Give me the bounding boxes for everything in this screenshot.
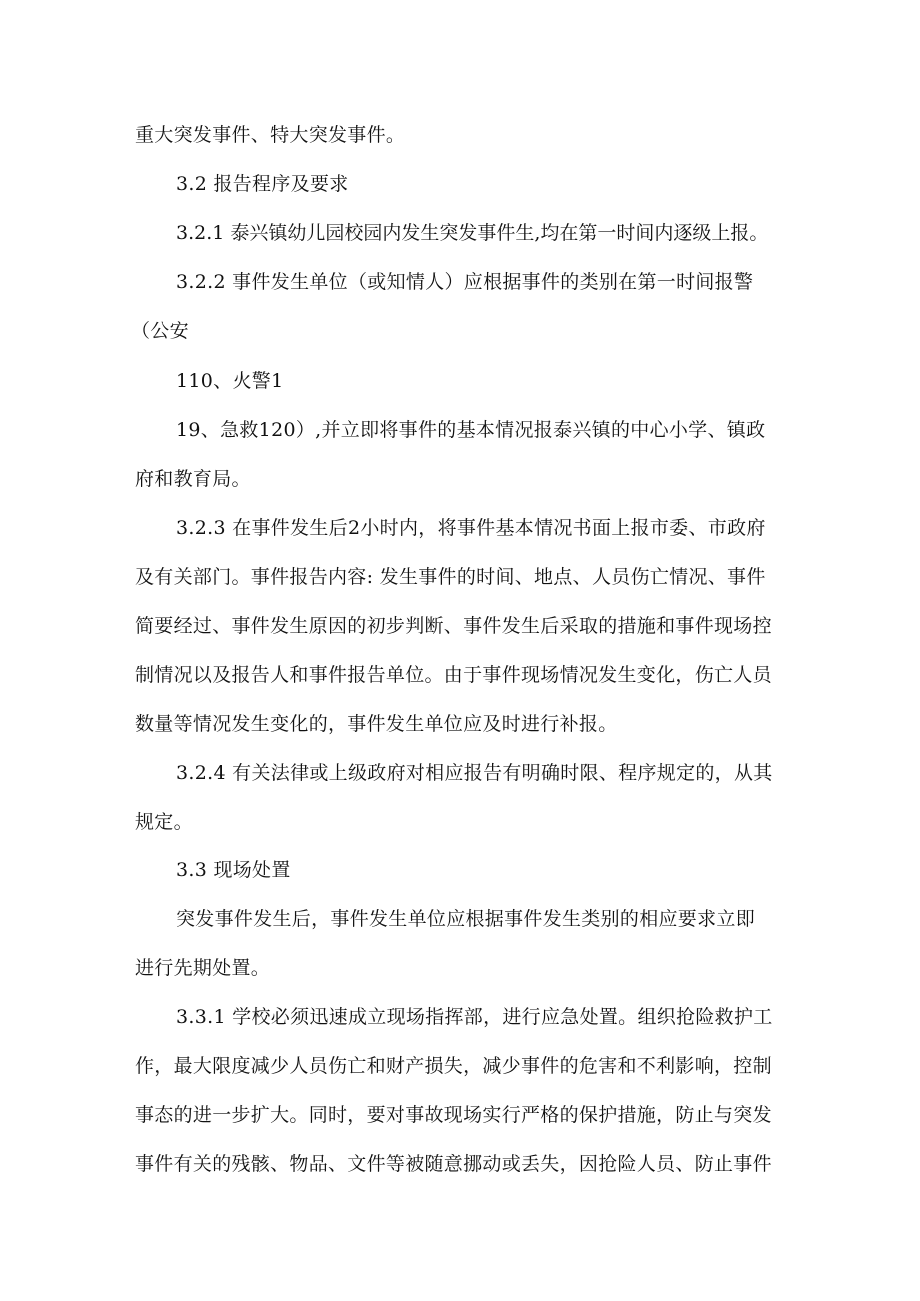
paragraph-line: 事件有关的残骸、物品、文件等被随意挪动或丢失，因抢险人员、防止事件 bbox=[135, 1153, 772, 1175]
paragraph-line: （公安 bbox=[131, 320, 189, 342]
paragraph-line: 突发事件发生后，事件发生单位应根据事件发生类别的相应要求立即 bbox=[176, 908, 756, 930]
paragraph-line: 3.2.2 事件发生单位（或知情人）应根据事件的类别在第一时间报警 bbox=[176, 271, 754, 293]
paragraph-line: 制情况以及报告人和事件报告单位。由于事件现场情况发生变化，伤亡人员 bbox=[135, 664, 772, 686]
paragraph-line: 规定。 bbox=[135, 811, 193, 833]
paragraph-line: 3.2.1 泰兴镇幼儿园校园内发生突发事件生,均在第一时间内逐级上报。 bbox=[176, 222, 769, 244]
paragraph-line: 进行先期处置。 bbox=[135, 957, 271, 979]
paragraph-line: 事态的进一步扩大。同时，要对事故现场实行严格的保护措施，防止与突发 bbox=[135, 1104, 772, 1126]
paragraph-line: 3.3.1 学校必须迅速成立现场指挥部，进行应急处置。组织抢险救护工 bbox=[176, 1006, 773, 1028]
section-heading: 3.3 现场处置 bbox=[176, 859, 291, 881]
paragraph-line: 府和教育局。 bbox=[135, 468, 251, 490]
paragraph-line: 19、急救120）,并立即将事件的基本情况报泰兴镇的中心小学、镇政 bbox=[176, 419, 766, 441]
paragraph-line: 简要经过、事件发生原因的初步判断、事件发生后采取的措施和事件现场控 bbox=[135, 615, 772, 637]
section-heading: 3.2 报告程序及要求 bbox=[176, 173, 349, 195]
paragraph-line: 作，最大限度减少人员伤亡和财产损失，减少事件的危害和不利影响，控制 bbox=[135, 1055, 772, 1077]
paragraph-line: 及有关部门。事件报告内容: 发生事件的时间、地点、人员伤亡情况、事件 bbox=[135, 566, 766, 588]
paragraph-line: 3.2.4 有关法律或上级政府对相应报告有明确时限、程序规定的，从其 bbox=[176, 762, 773, 784]
paragraph-line: 3.2.3 在事件发生后2小时内，将事件基本情况书面上报市委、市政府 bbox=[176, 517, 766, 539]
paragraph-line: 重大突发事件、特大突发事件。 bbox=[135, 124, 406, 146]
paragraph-line: 数量等情况发生变化的，事件发生单位应及时进行补报。 bbox=[135, 713, 618, 735]
paragraph-line: 110、火警1 bbox=[176, 370, 284, 392]
